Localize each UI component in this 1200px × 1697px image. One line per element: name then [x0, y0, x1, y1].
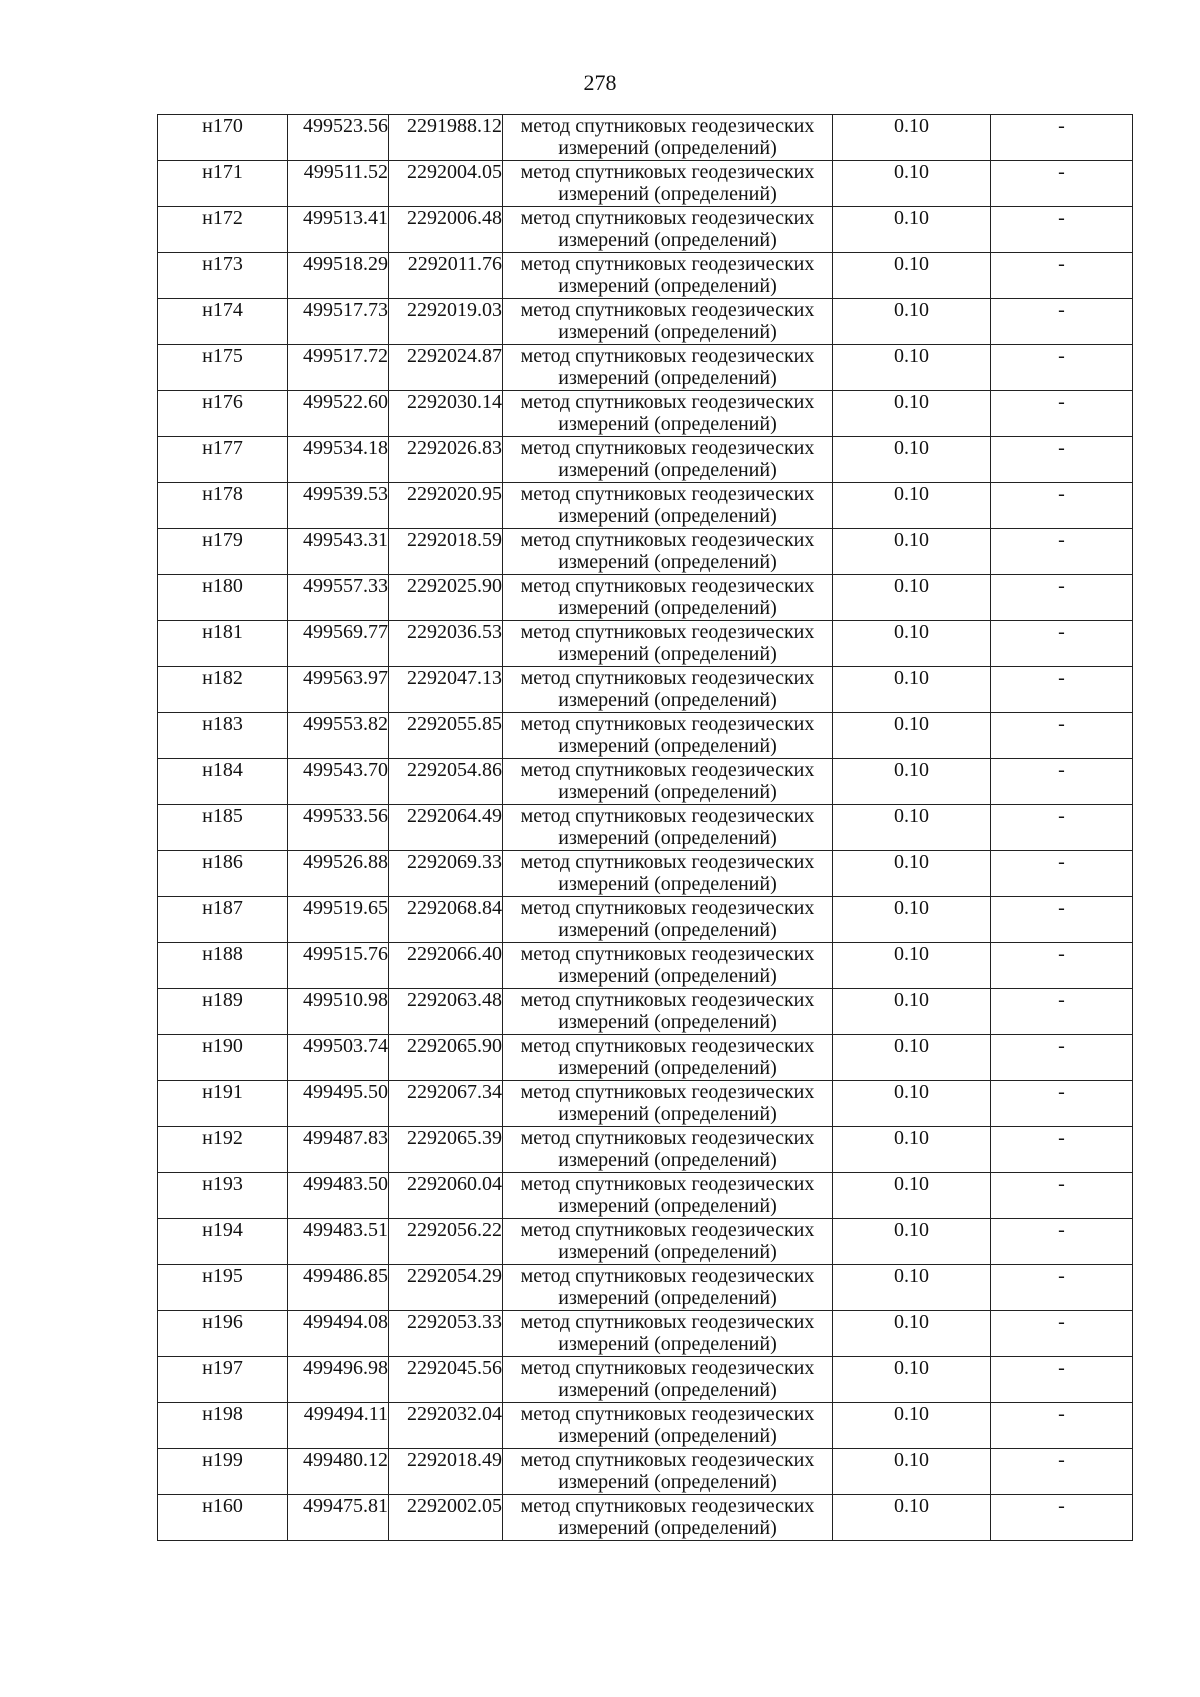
x-coordinate-cell: 499543.31 — [288, 529, 389, 575]
note-cell: - — [991, 621, 1133, 667]
method-line-1: метод спутниковых геодезических — [520, 989, 815, 1011]
method-cell — [503, 1403, 833, 1449]
coordinates-table — [157, 114, 1133, 1541]
y-coordinate-cell: 2292036.53 — [389, 621, 503, 667]
y-coordinate-cell: 2292030.14 — [389, 391, 503, 437]
point-name-cell: н198 — [158, 1403, 288, 1449]
y-coordinate-cell: 2292020.95 — [389, 483, 503, 529]
method-line-2: измерений (определений) — [558, 1011, 777, 1033]
method-line-2: измерений (определений) — [558, 643, 777, 665]
note-cell: - — [991, 575, 1133, 621]
note-cell: - — [991, 1495, 1133, 1541]
x-coordinate-cell: 499495.50 — [288, 1081, 389, 1127]
y-coordinate-cell: 2292055.85 — [389, 713, 503, 759]
method-line-1: метод спутниковых геодезических — [520, 529, 815, 551]
method-line-2: измерений (определений) — [558, 1287, 777, 1309]
method-cell — [503, 989, 833, 1035]
method-cell — [503, 575, 833, 621]
note-cell: - — [991, 207, 1133, 253]
table-row — [158, 1173, 1133, 1219]
method-line-2: измерений (определений) — [558, 1471, 777, 1493]
accuracy-cell: 0.10 — [833, 529, 991, 575]
y-coordinate-cell: 2292054.29 — [389, 1265, 503, 1311]
x-coordinate-cell: 499486.85 — [288, 1265, 389, 1311]
method-line-1: метод спутниковых геодезических — [520, 1035, 815, 1057]
method-cell — [503, 1311, 833, 1357]
y-coordinate-cell: 2292065.39 — [389, 1127, 503, 1173]
method-line-2: измерений (определений) — [558, 229, 777, 251]
point-name-cell: н199 — [158, 1449, 288, 1495]
y-coordinate-cell: 2292026.83 — [389, 437, 503, 483]
point-name-cell: н193 — [158, 1173, 288, 1219]
note-cell: - — [991, 805, 1133, 851]
method-line-1: метод спутниковых геодезических — [520, 253, 815, 275]
accuracy-cell: 0.10 — [833, 805, 991, 851]
y-coordinate-cell: 2292047.13 — [389, 667, 503, 713]
method-cell — [503, 1219, 833, 1265]
note-cell: - — [991, 483, 1133, 529]
method-cell — [503, 345, 833, 391]
point-name-cell: н183 — [158, 713, 288, 759]
accuracy-cell: 0.10 — [833, 759, 991, 805]
table-row — [158, 437, 1133, 483]
accuracy-cell: 0.10 — [833, 391, 991, 437]
method-line-2: измерений (определений) — [558, 183, 777, 205]
method-line-1: метод спутниковых геодезических — [520, 759, 815, 781]
method-cell — [503, 943, 833, 989]
accuracy-cell: 0.10 — [833, 299, 991, 345]
y-coordinate-cell: 2292004.05 — [389, 161, 503, 207]
note-cell: - — [991, 161, 1133, 207]
x-coordinate-cell: 499539.53 — [288, 483, 389, 529]
y-coordinate-cell: 2291988.12 — [389, 115, 503, 161]
method-cell — [503, 299, 833, 345]
note-cell: - — [991, 1311, 1133, 1357]
table-row — [158, 207, 1133, 253]
x-coordinate-cell: 499526.88 — [288, 851, 389, 897]
method-cell — [503, 667, 833, 713]
x-coordinate-cell: 499487.83 — [288, 1127, 389, 1173]
accuracy-cell: 0.10 — [833, 621, 991, 667]
note-cell: - — [991, 115, 1133, 161]
x-coordinate-cell: 499511.52 — [288, 161, 389, 207]
method-cell — [503, 1357, 833, 1403]
method-cell — [503, 759, 833, 805]
method-line-1: метод спутниковых геодезических — [520, 1265, 815, 1287]
method-cell — [503, 1127, 833, 1173]
y-coordinate-cell: 2292069.33 — [389, 851, 503, 897]
method-line-1: метод спутниковых геодезических — [520, 207, 815, 229]
table-row — [158, 943, 1133, 989]
point-name-cell: н173 — [158, 253, 288, 299]
method-line-1: метод спутниковых геодезических — [520, 621, 815, 643]
note-cell: - — [991, 529, 1133, 575]
method-line-1: метод спутниковых геодезических — [520, 1495, 815, 1517]
y-coordinate-cell: 2292067.34 — [389, 1081, 503, 1127]
method-line-2: измерений (определений) — [558, 459, 777, 481]
method-line-1: метод спутниковых геодезических — [520, 713, 815, 735]
method-line-2: измерений (определений) — [558, 873, 777, 895]
method-line-1: метод спутниковых геодезических — [520, 115, 815, 137]
method-line-2: измерений (определений) — [558, 1195, 777, 1217]
note-cell: - — [991, 437, 1133, 483]
note-cell: - — [991, 1219, 1133, 1265]
point-name-cell: н186 — [158, 851, 288, 897]
method-cell — [503, 1173, 833, 1219]
y-coordinate-cell: 2292063.48 — [389, 989, 503, 1035]
method-line-1: метод спутниковых геодезических — [520, 437, 815, 459]
accuracy-cell: 0.10 — [833, 1173, 991, 1219]
x-coordinate-cell: 499494.11 — [288, 1403, 389, 1449]
table-row — [158, 1265, 1133, 1311]
method-line-1: метод спутниковых геодезических — [520, 897, 815, 919]
y-coordinate-cell: 2292060.04 — [389, 1173, 503, 1219]
method-line-2: измерений (определений) — [558, 597, 777, 619]
method-line-2: измерений (определений) — [558, 689, 777, 711]
table-row — [158, 1449, 1133, 1495]
note-cell: - — [991, 851, 1133, 897]
method-line-1: метод спутниковых геодезических — [520, 1219, 815, 1241]
y-coordinate-cell: 2292019.03 — [389, 299, 503, 345]
x-coordinate-cell: 499513.41 — [288, 207, 389, 253]
table-row — [158, 713, 1133, 759]
method-line-1: метод спутниковых геодезических — [520, 1081, 815, 1103]
method-line-2: измерений (определений) — [558, 413, 777, 435]
accuracy-cell: 0.10 — [833, 1127, 991, 1173]
x-coordinate-cell: 499494.08 — [288, 1311, 389, 1357]
method-line-1: метод спутниковых геодезических — [520, 1127, 815, 1149]
x-coordinate-cell: 499517.73 — [288, 299, 389, 345]
accuracy-cell: 0.10 — [833, 1495, 991, 1541]
accuracy-cell: 0.10 — [833, 437, 991, 483]
method-cell — [503, 1449, 833, 1495]
table-row — [158, 483, 1133, 529]
method-line-1: метод спутниковых геодезических — [520, 391, 815, 413]
point-name-cell: н189 — [158, 989, 288, 1035]
x-coordinate-cell: 499515.76 — [288, 943, 389, 989]
method-line-2: измерений (определений) — [558, 1517, 777, 1539]
point-name-cell: н179 — [158, 529, 288, 575]
method-line-1: метод спутниковых геодезических — [520, 299, 815, 321]
note-cell: - — [991, 391, 1133, 437]
note-cell: - — [991, 989, 1133, 1035]
x-coordinate-cell: 499510.98 — [288, 989, 389, 1035]
point-name-cell: н196 — [158, 1311, 288, 1357]
note-cell: - — [991, 1035, 1133, 1081]
table-row — [158, 621, 1133, 667]
method-line-1: метод спутниковых геодезических — [520, 483, 815, 505]
x-coordinate-cell: 499496.98 — [288, 1357, 389, 1403]
method-cell — [503, 115, 833, 161]
y-coordinate-cell: 2292024.87 — [389, 345, 503, 391]
accuracy-cell: 0.10 — [833, 1219, 991, 1265]
method-line-2: измерений (определений) — [558, 505, 777, 527]
method-cell — [503, 437, 833, 483]
point-name-cell: н170 — [158, 115, 288, 161]
table-row — [158, 1035, 1133, 1081]
table-row — [158, 299, 1133, 345]
x-coordinate-cell: 499553.82 — [288, 713, 389, 759]
method-line-1: метод спутниковых геодезических — [520, 943, 815, 965]
accuracy-cell: 0.10 — [833, 1265, 991, 1311]
x-coordinate-cell: 499534.18 — [288, 437, 389, 483]
method-cell — [503, 897, 833, 943]
point-name-cell: н178 — [158, 483, 288, 529]
point-name-cell: н195 — [158, 1265, 288, 1311]
x-coordinate-cell: 499563.97 — [288, 667, 389, 713]
method-line-2: измерений (определений) — [558, 735, 777, 757]
point-name-cell: н172 — [158, 207, 288, 253]
point-name-cell: н188 — [158, 943, 288, 989]
table-row — [158, 989, 1133, 1035]
note-cell: - — [991, 1449, 1133, 1495]
x-coordinate-cell: 499475.81 — [288, 1495, 389, 1541]
note-cell: - — [991, 345, 1133, 391]
method-line-2: измерений (определений) — [558, 1149, 777, 1171]
table-row — [158, 253, 1133, 299]
table-row — [158, 1219, 1133, 1265]
accuracy-cell: 0.10 — [833, 989, 991, 1035]
method-line-2: измерений (определений) — [558, 1241, 777, 1263]
x-coordinate-cell: 499480.12 — [288, 1449, 389, 1495]
note-cell: - — [991, 759, 1133, 805]
note-cell: - — [991, 253, 1133, 299]
point-name-cell: н191 — [158, 1081, 288, 1127]
method-cell — [503, 851, 833, 897]
method-line-2: измерений (определений) — [558, 1333, 777, 1355]
y-coordinate-cell: 2292018.59 — [389, 529, 503, 575]
method-cell — [503, 391, 833, 437]
y-coordinate-cell: 2292011.76 — [389, 253, 503, 299]
method-cell — [503, 207, 833, 253]
point-name-cell: н181 — [158, 621, 288, 667]
y-coordinate-cell: 2292002.05 — [389, 1495, 503, 1541]
y-coordinate-cell: 2292032.04 — [389, 1403, 503, 1449]
method-cell — [503, 1495, 833, 1541]
method-line-1: метод спутниковых геодезических — [520, 667, 815, 689]
accuracy-cell: 0.10 — [833, 667, 991, 713]
method-cell — [503, 805, 833, 851]
accuracy-cell: 0.10 — [833, 1081, 991, 1127]
note-cell: - — [991, 1081, 1133, 1127]
method-cell — [503, 713, 833, 759]
accuracy-cell: 0.10 — [833, 897, 991, 943]
y-coordinate-cell: 2292064.49 — [389, 805, 503, 851]
note-cell: - — [991, 897, 1133, 943]
method-line-1: метод спутниковых геодезических — [520, 161, 815, 183]
x-coordinate-cell: 499518.29 — [288, 253, 389, 299]
table-row — [158, 161, 1133, 207]
table-row — [158, 115, 1133, 161]
accuracy-cell: 0.10 — [833, 943, 991, 989]
point-name-cell: н175 — [158, 345, 288, 391]
point-name-cell: н182 — [158, 667, 288, 713]
note-cell: - — [991, 1403, 1133, 1449]
method-cell — [503, 1265, 833, 1311]
table-row — [158, 345, 1133, 391]
table-row — [158, 1127, 1133, 1173]
method-line-1: метод спутниковых геодезических — [520, 575, 815, 597]
note-cell: - — [991, 1173, 1133, 1219]
table-row — [158, 1357, 1133, 1403]
method-cell — [503, 483, 833, 529]
method-line-1: метод спутниковых геодезических — [520, 805, 815, 827]
accuracy-cell: 0.10 — [833, 851, 991, 897]
x-coordinate-cell: 499543.70 — [288, 759, 389, 805]
y-coordinate-cell: 2292025.90 — [389, 575, 503, 621]
accuracy-cell: 0.10 — [833, 1357, 991, 1403]
accuracy-cell: 0.10 — [833, 575, 991, 621]
y-coordinate-cell: 2292068.84 — [389, 897, 503, 943]
table-row — [158, 851, 1133, 897]
y-coordinate-cell: 2292045.56 — [389, 1357, 503, 1403]
accuracy-cell: 0.10 — [833, 1311, 991, 1357]
method-line-1: метод спутниковых геодезических — [520, 1449, 815, 1471]
y-coordinate-cell: 2292053.33 — [389, 1311, 503, 1357]
accuracy-cell: 0.10 — [833, 483, 991, 529]
x-coordinate-cell: 499517.72 — [288, 345, 389, 391]
method-cell — [503, 161, 833, 207]
table-row — [158, 391, 1133, 437]
note-cell: - — [991, 299, 1133, 345]
table-row — [158, 759, 1133, 805]
method-cell — [503, 1081, 833, 1127]
x-coordinate-cell: 499483.50 — [288, 1173, 389, 1219]
method-line-2: измерений (определений) — [558, 919, 777, 941]
accuracy-cell: 0.10 — [833, 1403, 991, 1449]
method-line-1: метод спутниковых геодезических — [520, 851, 815, 873]
point-name-cell: н171 — [158, 161, 288, 207]
y-coordinate-cell: 2292065.90 — [389, 1035, 503, 1081]
y-coordinate-cell: 2292056.22 — [389, 1219, 503, 1265]
method-line-2: измерений (определений) — [558, 137, 777, 159]
method-line-2: измерений (определений) — [558, 1425, 777, 1447]
note-cell: - — [991, 713, 1133, 759]
table-row — [158, 805, 1133, 851]
point-name-cell: н187 — [158, 897, 288, 943]
point-name-cell: н160 — [158, 1495, 288, 1541]
accuracy-cell: 0.10 — [833, 345, 991, 391]
method-cell — [503, 529, 833, 575]
point-name-cell: н185 — [158, 805, 288, 851]
page-number: 278 — [583, 70, 617, 95]
method-line-2: измерений (определений) — [558, 781, 777, 803]
y-coordinate-cell: 2292006.48 — [389, 207, 503, 253]
note-cell: - — [991, 943, 1133, 989]
accuracy-cell: 0.10 — [833, 161, 991, 207]
note-cell: - — [991, 667, 1133, 713]
table-row — [158, 529, 1133, 575]
accuracy-cell: 0.10 — [833, 1449, 991, 1495]
accuracy-cell: 0.10 — [833, 713, 991, 759]
method-line-1: метод спутниковых геодезических — [520, 1403, 815, 1425]
table-row — [158, 897, 1133, 943]
method-line-2: измерений (определений) — [558, 1057, 777, 1079]
point-name-cell: н194 — [158, 1219, 288, 1265]
point-name-cell: н192 — [158, 1127, 288, 1173]
x-coordinate-cell: 499533.56 — [288, 805, 389, 851]
x-coordinate-cell: 499483.51 — [288, 1219, 389, 1265]
table-row — [158, 667, 1133, 713]
point-name-cell: н180 — [158, 575, 288, 621]
table-row — [158, 1081, 1133, 1127]
y-coordinate-cell: 2292018.49 — [389, 1449, 503, 1495]
table-row — [158, 1311, 1133, 1357]
method-line-1: метод спутниковых геодезических — [520, 345, 815, 367]
method-line-2: измерений (определений) — [558, 551, 777, 573]
table-row — [158, 1403, 1133, 1449]
x-coordinate-cell: 499522.60 — [288, 391, 389, 437]
note-cell: - — [991, 1127, 1133, 1173]
note-cell: - — [991, 1265, 1133, 1311]
note-cell: - — [991, 1357, 1133, 1403]
accuracy-cell: 0.10 — [833, 253, 991, 299]
point-name-cell: н177 — [158, 437, 288, 483]
method-line-2: измерений (определений) — [558, 965, 777, 987]
table-row — [158, 1495, 1133, 1541]
accuracy-cell: 0.10 — [833, 1035, 991, 1081]
method-cell — [503, 1035, 833, 1081]
accuracy-cell: 0.10 — [833, 115, 991, 161]
point-name-cell: н174 — [158, 299, 288, 345]
method-line-2: измерений (определений) — [558, 827, 777, 849]
table-row — [158, 575, 1133, 621]
point-name-cell: н184 — [158, 759, 288, 805]
point-name-cell: н190 — [158, 1035, 288, 1081]
method-cell — [503, 621, 833, 667]
method-line-1: метод спутниковых геодезических — [520, 1173, 815, 1195]
x-coordinate-cell: 499569.77 — [288, 621, 389, 667]
point-name-cell: н197 — [158, 1357, 288, 1403]
coordinates-table-body — [158, 115, 1133, 1541]
method-line-2: измерений (определений) — [558, 275, 777, 297]
point-name-cell: н176 — [158, 391, 288, 437]
x-coordinate-cell: 499557.33 — [288, 575, 389, 621]
method-line-1: метод спутниковых геодезических — [520, 1311, 815, 1333]
method-line-2: измерений (определений) — [558, 367, 777, 389]
method-line-2: измерений (определений) — [558, 1379, 777, 1401]
method-line-2: измерений (определений) — [558, 321, 777, 343]
accuracy-cell: 0.10 — [833, 207, 991, 253]
y-coordinate-cell: 2292066.40 — [389, 943, 503, 989]
method-cell — [503, 253, 833, 299]
method-line-1: метод спутниковых геодезических — [520, 1357, 815, 1379]
x-coordinate-cell: 499523.56 — [288, 115, 389, 161]
method-line-2: измерений (определений) — [558, 1103, 777, 1125]
x-coordinate-cell: 499503.74 — [288, 1035, 389, 1081]
y-coordinate-cell: 2292054.86 — [389, 759, 503, 805]
x-coordinate-cell: 499519.65 — [288, 897, 389, 943]
